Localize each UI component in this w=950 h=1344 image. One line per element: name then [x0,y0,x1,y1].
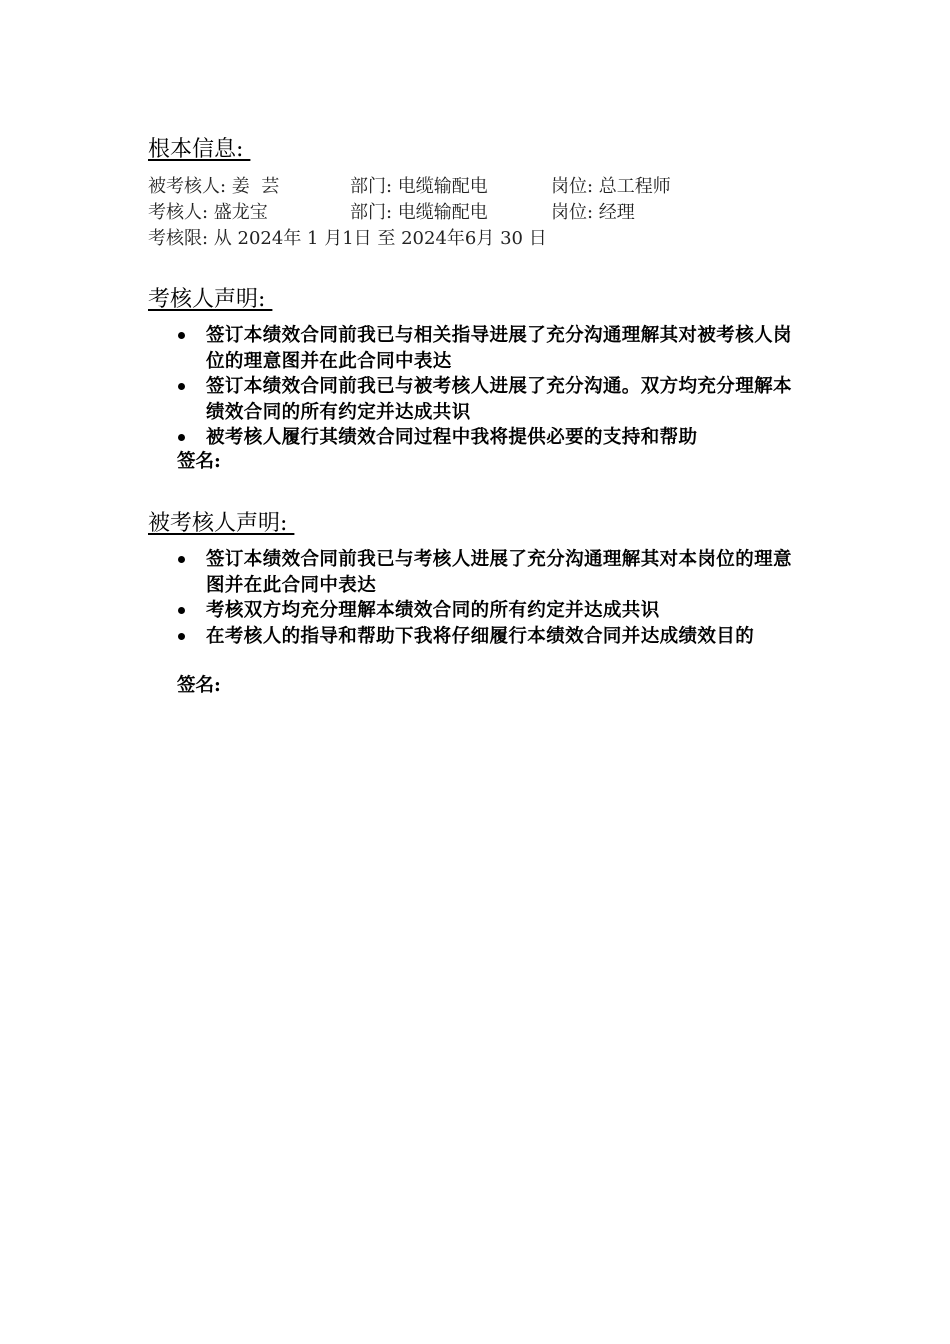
list-item-text: 被考核人履行其绩效合同过程中我将提供必要的支持和帮助 [206,427,698,448]
list-item [148,547,798,598]
list-item [148,374,798,425]
list-item-text: 考核双方均充分理解本绩效合同的所有约定并达成共识 [206,600,660,621]
examiner-statement-list [148,323,798,451]
examinee-statement-title: 被考核人声明: [148,511,295,536]
bullet-icon [178,434,185,441]
list-item-text: 在考核人的指导和帮助下我将仔细履行本绩效合同并达成绩效目的 [206,625,755,647]
basic-info-title: 根本信息: [148,137,251,162]
examiner-signature-label: 签名: [177,451,221,472]
examinee-statement-list [148,547,798,649]
examiner-post: 岗位: 经理 [551,202,635,223]
bullet-icon [178,383,185,390]
list-item-text: 签订本绩效合同前我已与相关指导进展了充分沟通理解其对被考核人岗位的理意图并在此合同中表达 [206,325,792,372]
examiner-statement-title: 考核人声明: [148,287,273,312]
examinee-signature-label: 签名: [177,675,221,696]
examinee-info-line [148,174,671,200]
list-item [148,598,798,624]
period-info-line [148,226,547,252]
list-item-text: 签订本绩效合同前我已与被考核人进展了充分沟通。双方均充分理解本绩效合同的所有约定并达成共识 [206,376,792,423]
bullet-icon [178,332,185,339]
list-item-text: 签订本绩效合同前我已与考核人进展了充分沟通理解其对本岗位的理意图并在此合同中表达 [206,549,792,596]
list-item [148,323,798,374]
bullet-icon [178,556,185,563]
list-item [148,624,798,650]
examiner-department: 部门: 电缆输配电 [350,202,488,223]
list-item [148,425,798,451]
examinee-post: 岗位: 总工程师 [551,176,671,197]
bullet-icon [178,607,185,614]
examiner-info-line [148,200,635,226]
bullet-icon [178,633,185,640]
examiner-name: 考核人: 盛龙宝 [148,202,268,223]
examinee-department: 部门: 电缆输配电 [350,176,488,197]
examinee-name: 被考核人: 姜 芸 [148,176,280,197]
assessment-period: 考核限: 从 2024年 1 月1日 至 2024年6月 30 日 [148,228,547,249]
basic-info-block [148,174,671,252]
